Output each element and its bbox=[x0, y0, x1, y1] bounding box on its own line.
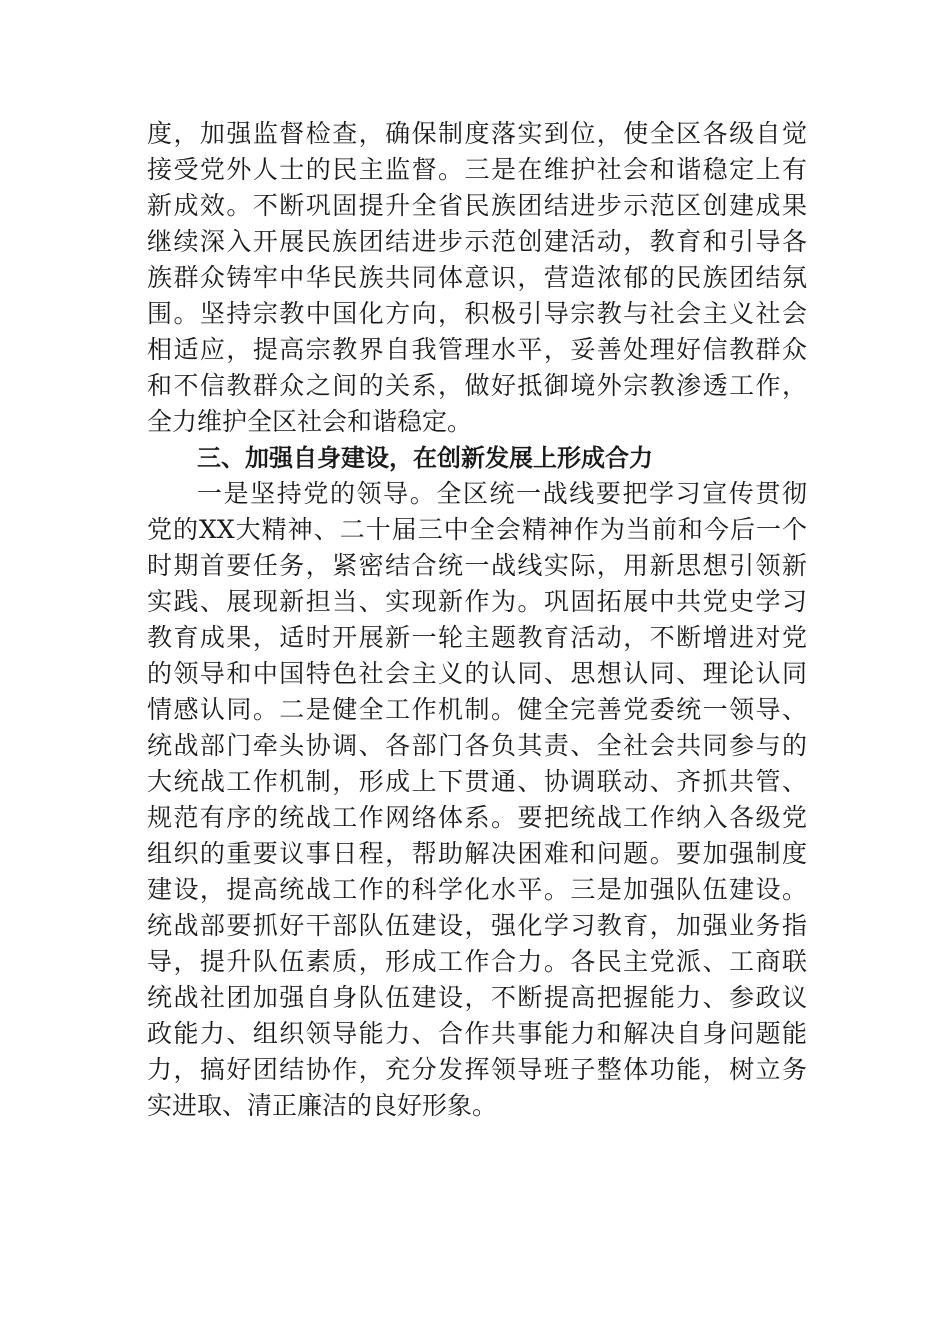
body-line: 的领导和中国特色社会主义的认同、思想认同、理论认同 bbox=[147, 659, 807, 688]
body-line: 新成效。不断巩固提升全省民族团结进步示范区创建成果 bbox=[147, 191, 807, 220]
body-line: 建设，提高统战工作的科学化水平。三是加强队伍建设。 bbox=[147, 875, 807, 904]
body-line: 继续深入开展民族团结进步示范创建活动，教育和引导各 bbox=[147, 227, 807, 256]
body-line: 实践、展现新担当、实现新作为。巩固拓展中共党史学习 bbox=[147, 587, 807, 616]
body-line: 度，加强监督检查，确保制度落实到位，使全区各级自觉 bbox=[147, 119, 807, 148]
body-line: 大统战工作机制，形成上下贯通、协调联动、齐抓共管、 bbox=[147, 767, 807, 796]
body-line: 一是坚持党的领导。全区统一战线要把学习宣传贯彻 bbox=[197, 479, 807, 508]
body-line: 族群众铸牢中华民族共同体意识，营造浓郁的民族团结氛 bbox=[147, 263, 807, 292]
body-line: 导，提升队伍素质，形成工作合力。各民主党派、工商联 bbox=[147, 947, 807, 976]
body-line: 党的XX大精神、二十届三中全会精神作为当前和今后一个 bbox=[147, 515, 807, 544]
body-line: 接受党外人士的民主监督。三是在维护社会和谐稳定上有 bbox=[147, 155, 807, 184]
section-heading: 三、加强自身建设，在创新发展上形成合力 bbox=[197, 444, 653, 472]
body-line: 政能力、组织领导能力、合作共事能力和解决自身问题能 bbox=[147, 1019, 807, 1048]
body-line: 统战部门牵头协调、各部门各负其责、全社会共同参与的 bbox=[147, 731, 807, 760]
body-line: 时期首要任务，紧密结合统一战线实际，用新思想引领新 bbox=[147, 551, 807, 580]
body-line: 和不信教群众之间的关系，做好抵御境外宗教渗透工作， bbox=[147, 371, 807, 400]
body-line: 组织的重要议事日程，帮助解决困难和问题。要加强制度 bbox=[147, 839, 807, 868]
body-line: 统战部要抓好干部队伍建设，强化学习教育，加强业务指 bbox=[147, 911, 807, 940]
body-line: 情感认同。二是健全工作机制。健全完善党委统一领导、 bbox=[147, 695, 807, 724]
body-line: 全力维护全区社会和谐稳定。 bbox=[147, 407, 473, 436]
body-line: 规范有序的统战工作网络体系。要把统战工作纳入各级党 bbox=[147, 803, 807, 832]
body-line: 围。坚持宗教中国化方向，积极引导宗教与社会主义社会 bbox=[147, 299, 807, 328]
body-line: 实进取、清正廉洁的良好形象。 bbox=[147, 1091, 498, 1120]
body-line: 力，搞好团结协作，充分发挥领导班子整体功能，树立务 bbox=[147, 1055, 807, 1084]
body-line: 教育成果，适时开展新一轮主题教育活动，不断增进对党 bbox=[147, 623, 807, 652]
body-line: 统战社团加强自身队伍建设，不断提高把握能力、参政议 bbox=[147, 983, 807, 1012]
body-line: 相适应，提高宗教界自我管理水平，妥善处理好信教群众 bbox=[147, 335, 807, 364]
